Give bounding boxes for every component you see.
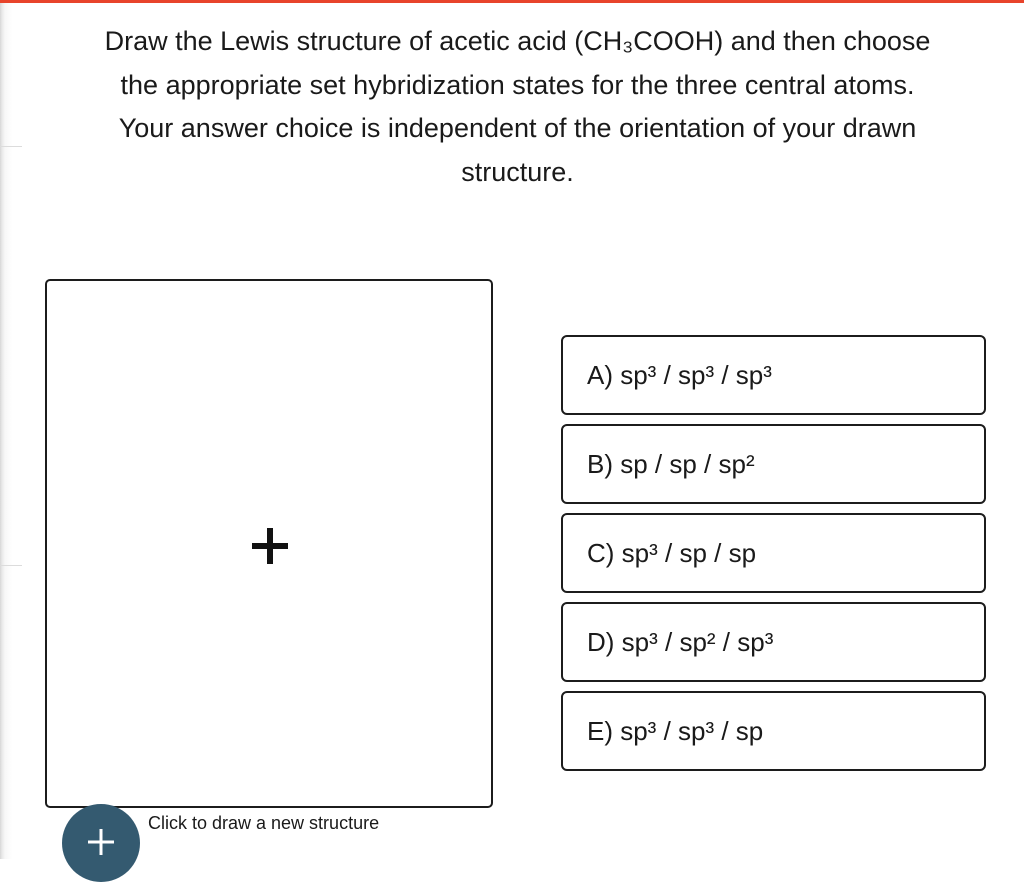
- answer-choice-b[interactable]: [561, 424, 986, 504]
- add-structure-button[interactable]: [62, 804, 140, 882]
- answer-choice-label: C) sp³ / sp / sp: [587, 537, 757, 568]
- answer-choice-label: D) sp³ / sp² / sp³: [587, 626, 774, 657]
- rail-divider: [0, 146, 22, 147]
- question-line: the appropriate set hybridization states for the three central atoms.: [120, 69, 915, 100]
- answer-choice-c[interactable]: [561, 513, 986, 593]
- answer-choice-a[interactable]: [561, 335, 986, 415]
- rail-divider: [0, 565, 22, 566]
- answer-choice-d[interactable]: [561, 602, 986, 682]
- answer-choices: [561, 335, 986, 780]
- answer-choice-e[interactable]: [561, 691, 986, 771]
- add-structure-label[interactable]: Click to draw a new structure: [148, 813, 380, 833]
- left-scroll-rail: [0, 3, 12, 859]
- plus-icon: [87, 828, 115, 856]
- structure-drawing-canvas[interactable]: [45, 279, 493, 808]
- answer-choice-label: B) sp / sp / sp²: [587, 448, 755, 479]
- question-line: Draw the Lewis structure of acetic acid (CH₃COOH) and then choose: [104, 26, 931, 56]
- question-line: Your answer choice is independent of the orientation of your drawn: [118, 113, 917, 143]
- question-text: [40, 20, 995, 194]
- answer-choice-label: E) sp³ / sp³ / sp: [587, 715, 764, 746]
- top-accent-bar: [0, 0, 1024, 3]
- question-line: structure.: [461, 156, 574, 187]
- answer-choice-label: A) sp³ / sp³ / sp³: [587, 359, 772, 390]
- plus-icon[interactable]: [251, 527, 289, 565]
